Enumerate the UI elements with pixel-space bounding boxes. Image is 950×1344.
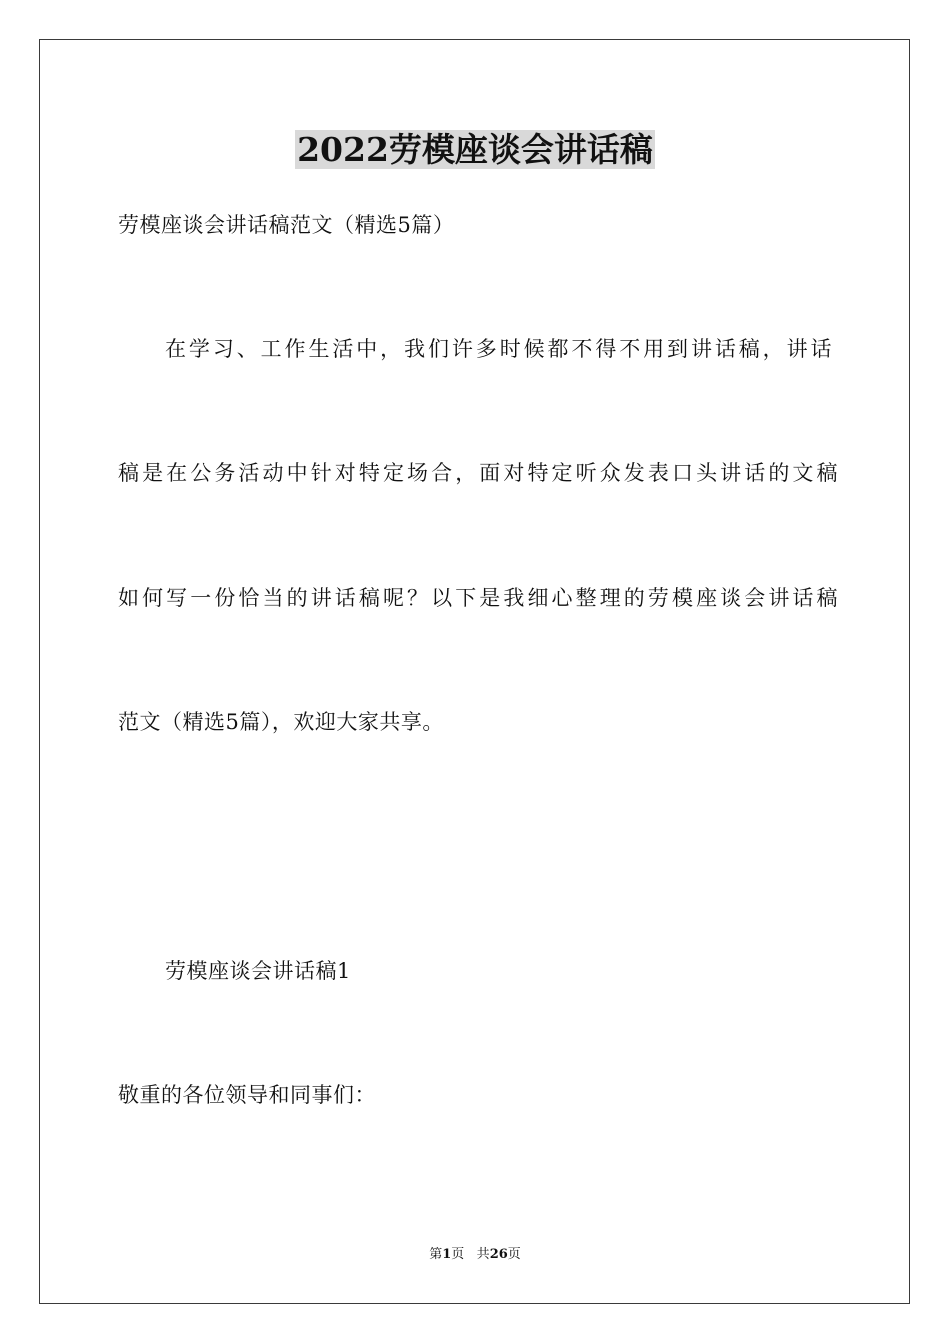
document-subtitle: 劳模座谈会讲话稿范文（精选5篇） bbox=[118, 213, 455, 237]
page-number: 1 bbox=[442, 1247, 452, 1262]
page-suffix: 页 bbox=[451, 1247, 465, 1262]
document-title bbox=[0, 128, 950, 172]
total-pages: 26 bbox=[489, 1247, 508, 1262]
document-title-text: 2022劳模座谈会讲话稿 bbox=[297, 130, 653, 169]
intro-line-3: 如何写一份恰当的讲话稿呢？以下是我细心整理的劳模座谈会讲话稿 bbox=[118, 586, 838, 610]
page-prefix: 第 bbox=[429, 1247, 443, 1262]
section-heading: 劳模座谈会讲话稿1 bbox=[165, 959, 351, 983]
total-suffix: 页 bbox=[507, 1247, 521, 1262]
intro-line-1: 在学习、工作生活中，我们许多时候都不得不用到讲话稿，讲话 bbox=[165, 337, 832, 361]
total-prefix: 共 bbox=[476, 1247, 490, 1262]
intro-line-4: 范文（精选5篇），欢迎大家共享。 bbox=[118, 710, 444, 734]
page-footer bbox=[0, 1246, 950, 1264]
intro-line-2: 稿是在公务活动中针对特定场合，面对特定听众发表口头讲话的文稿 bbox=[118, 461, 838, 485]
salutation: 敬重的各位领导和同事们： bbox=[118, 1083, 376, 1107]
